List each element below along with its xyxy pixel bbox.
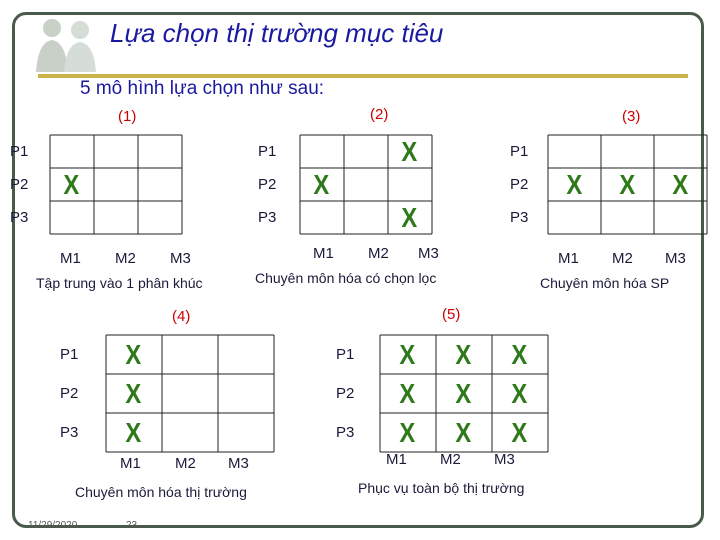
cell-mark: X	[125, 377, 142, 409]
row-label: P2	[258, 175, 277, 193]
column-label: M1	[386, 451, 407, 468]
model-number: (2)	[370, 106, 389, 123]
column-label: M3	[665, 250, 686, 267]
cell-mark: X	[125, 416, 142, 448]
cell-mark: X	[511, 338, 528, 370]
column-label: M3	[170, 250, 191, 267]
footer-page-number: 23	[126, 520, 138, 531]
row-label: P1	[336, 345, 355, 363]
model-number: (1)	[118, 108, 137, 125]
row-label: P2	[510, 175, 529, 193]
row-label: P3	[60, 423, 79, 441]
row-label: P3	[336, 423, 355, 441]
row-label: P1	[60, 345, 79, 363]
model-number: (4)	[172, 308, 191, 325]
column-label: M1	[120, 455, 141, 472]
column-label: M2	[175, 455, 196, 472]
row-label: P2	[336, 384, 355, 402]
footer-date: 11/29/2020	[28, 520, 78, 531]
cell-mark: X	[455, 338, 472, 370]
row-label: P3	[510, 208, 529, 226]
row-label: P1	[510, 142, 529, 160]
slide-title: Lựa chọn thị trường mục tiêu	[110, 18, 444, 48]
cell-mark: X	[63, 168, 80, 200]
model-caption: Phục vụ toàn bộ thị trường	[358, 480, 525, 496]
cell-mark: X	[401, 201, 418, 233]
cell-mark: X	[399, 377, 416, 409]
cell-mark: X	[399, 416, 416, 448]
cell-mark: X	[313, 168, 330, 200]
cell-mark: X	[399, 338, 416, 370]
model-caption: Chuyên môn hóa thị trường	[75, 484, 247, 500]
column-label: M3	[418, 245, 439, 262]
cell-mark: X	[401, 135, 418, 167]
cell-mark: X	[455, 416, 472, 448]
model-caption: Chuyên môn hóa SP	[540, 275, 670, 291]
column-label: M3	[228, 455, 249, 472]
row-label: P3	[10, 208, 29, 226]
model-number: (3)	[622, 108, 641, 125]
column-label: M2	[612, 250, 633, 267]
model-caption: Tập trung vào 1 phân khúc	[36, 275, 203, 291]
column-label: M1	[60, 250, 81, 267]
cell-mark: X	[511, 377, 528, 409]
row-label: P2	[60, 384, 79, 402]
column-label: M2	[115, 250, 136, 267]
column-label: M3	[494, 451, 515, 468]
column-label: M2	[368, 245, 389, 262]
row-label: P2	[10, 175, 29, 193]
row-label: P1	[10, 142, 29, 160]
cell-mark: X	[511, 416, 528, 448]
model-number: (5)	[442, 306, 461, 323]
cell-mark: X	[455, 377, 472, 409]
cell-mark: X	[125, 338, 142, 370]
row-label: P3	[258, 208, 277, 226]
row-label: P1	[258, 142, 277, 160]
column-label: M1	[558, 250, 579, 267]
model-caption: Chuyên môn hóa có chọn lọc	[255, 270, 437, 286]
cell-mark: X	[671, 168, 688, 200]
people-logo-icon	[22, 14, 122, 74]
column-label: M2	[440, 451, 461, 468]
column-label: M1	[313, 245, 334, 262]
cell-mark: X	[618, 168, 635, 200]
cell-mark: X	[565, 168, 582, 200]
slide-subtitle: 5 mô hình lựa chọn như sau:	[80, 78, 325, 99]
